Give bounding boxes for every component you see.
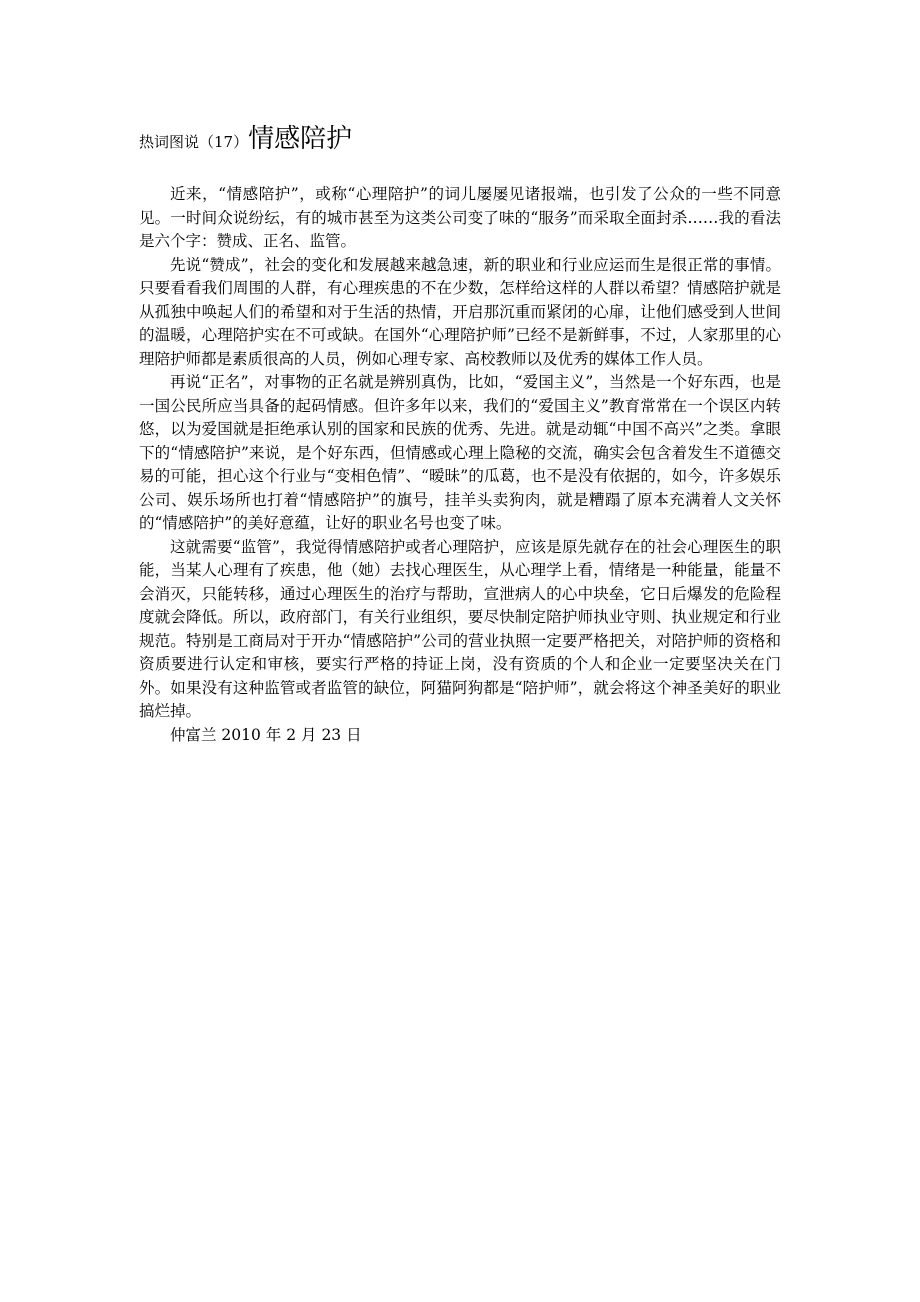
article-body [139, 183, 781, 747]
paragraph-intro: 近来，“情感陪护”，或称“心理陪护”的词儿屡屡见诸报端，也引发了公众的一些不同意见。一时间众说纷纭，有的城市甚至为这类公司变了味的“服务”而采取全面封杀……我的看法是六个字：赞成、正名、监管。 [139, 185, 781, 250]
author-date-signature: 仲富兰 2010 年 2 月 23 日 [170, 725, 362, 744]
title-main: 情感陪护 [248, 124, 353, 154]
paragraph-support: 先说“赞成”，社会的变化和发展越来越急速，新的职业和行业应运而生是很正常的事情。只要看看我们周围的人群，有心理疾患的不在少数，怎样给这样的人群以希望？情感陪护就是从孤独中唤起人们的希望和对于生活的热情，开启那沉重而紧闭的心扉，让他们感受到人世间的温暖，心理陪护实在不可或缺。在国外“心理陪护师”已经不是新鲜事，不过，人家那里的心理陪护师都是素质很高的人员，例如心理专家、高校教师以及优秀的媒体工作人员。 [139, 255, 781, 368]
paragraph-rectify-name: 再说“正名”，对事物的正名就是辨别真伪，比如，“爱国主义”，当然是一个好东西，也是一国公民所应当具备的起码情感。但许多年以来，我们的“爱国主义”教育常常在一个误区内转悠，以为爱国就是拒绝承认别的国家和民族的优秀、先进。就是动辄“中国不高兴”之类。拿眼下的“情感陪护”来说，是个好东西，但情感或心理上隐秘的交流，确实会包含着发生不道德交易的可能，担心这个行业与“变相色情”、“暧昧”的瓜葛，也不是没有依据的，如今，许多娱乐公司、娱乐场所也打着“情感陪护”的旗号，挂羊头卖狗肉，就是糟蹋了原本充满着人文关怀的“情感陪护”的美好意蕴，让好的职业名号也变了味。 [139, 373, 781, 532]
title-prefix: 热词图说（17） [139, 133, 249, 151]
article-title [139, 118, 352, 155]
paragraph-supervision: 这就需要“监管”，我觉得情感陪护或者心理陪护，应该是原先就存在的社会心理医生的职能，当某人心理有了疾患，他（她）去找心理医生，从心理学上看，情绪是一种能量，能量不会消灭，只能转移，通过心理医生的治疗与帮助，宣泄病人的心中块垒，它日后爆发的危险程度就会降低。所以，政府部门，有关行业组织，要尽快制定陪护师执业守则、执业规定和行业规范。特别是工商局对于开办“情感陪护”公司的营业执照一定要严格把关，对陪护师的资格和资质要进行认定和审核，要实行严格的持证上岗，没有资质的个人和企业一定要坚决关在门外。如果没有这种监管或者监管的缺位，阿猫阿狗都是“陪护师”，就会将这个神圣美好的职业搞烂掉。 [139, 537, 781, 720]
